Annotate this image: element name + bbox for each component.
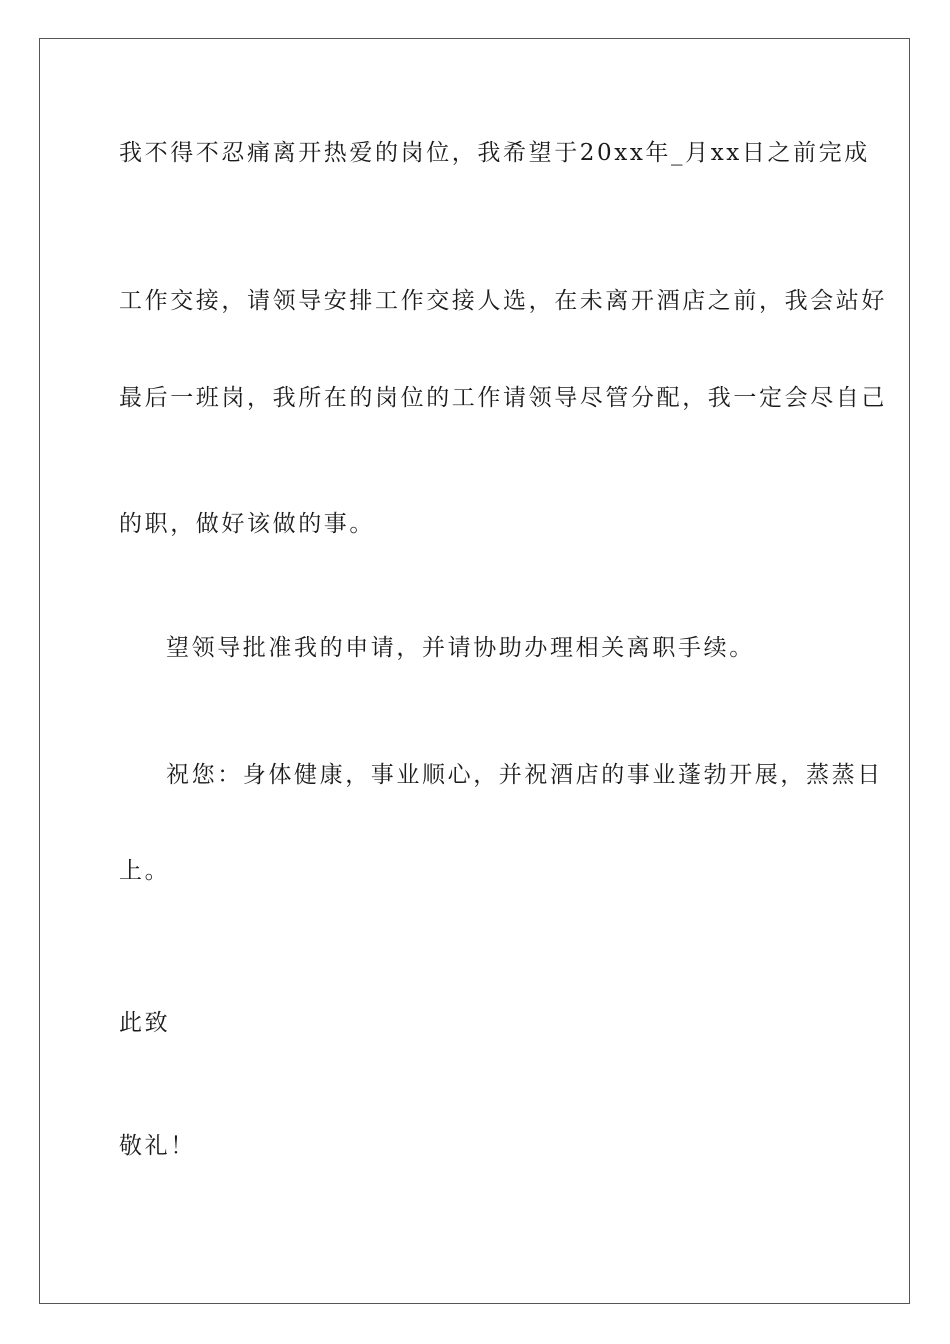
body-line-2: 工作交接，请领导安排工作交接人选，在未离开酒店之前，我会站好 <box>119 288 887 314</box>
body-line-1: 我不得不忍痛离开热爱的岗位，我希望于20xx年_月xx日之前完成 <box>119 140 870 166</box>
wishes-paragraph-line-1: 祝您：身体健康，事业顺心，并祝酒店的事业蓬勃开展，蒸蒸日 <box>166 762 883 788</box>
body-line-3: 最后一班岗，我所在的岗位的工作请领导尽管分配，我一定会尽自己 <box>119 385 887 411</box>
document-page <box>39 38 910 1304</box>
request-paragraph: 望领导批准我的申请，并请协助办理相关离职手续。 <box>166 635 755 661</box>
closing-jing-li: 敬礼！ <box>119 1133 196 1159</box>
closing-ci-zhi: 此致 <box>119 1010 171 1036</box>
wishes-paragraph-line-2: 上。 <box>119 858 171 884</box>
body-line-4: 的职，做好该做的事。 <box>119 511 375 537</box>
